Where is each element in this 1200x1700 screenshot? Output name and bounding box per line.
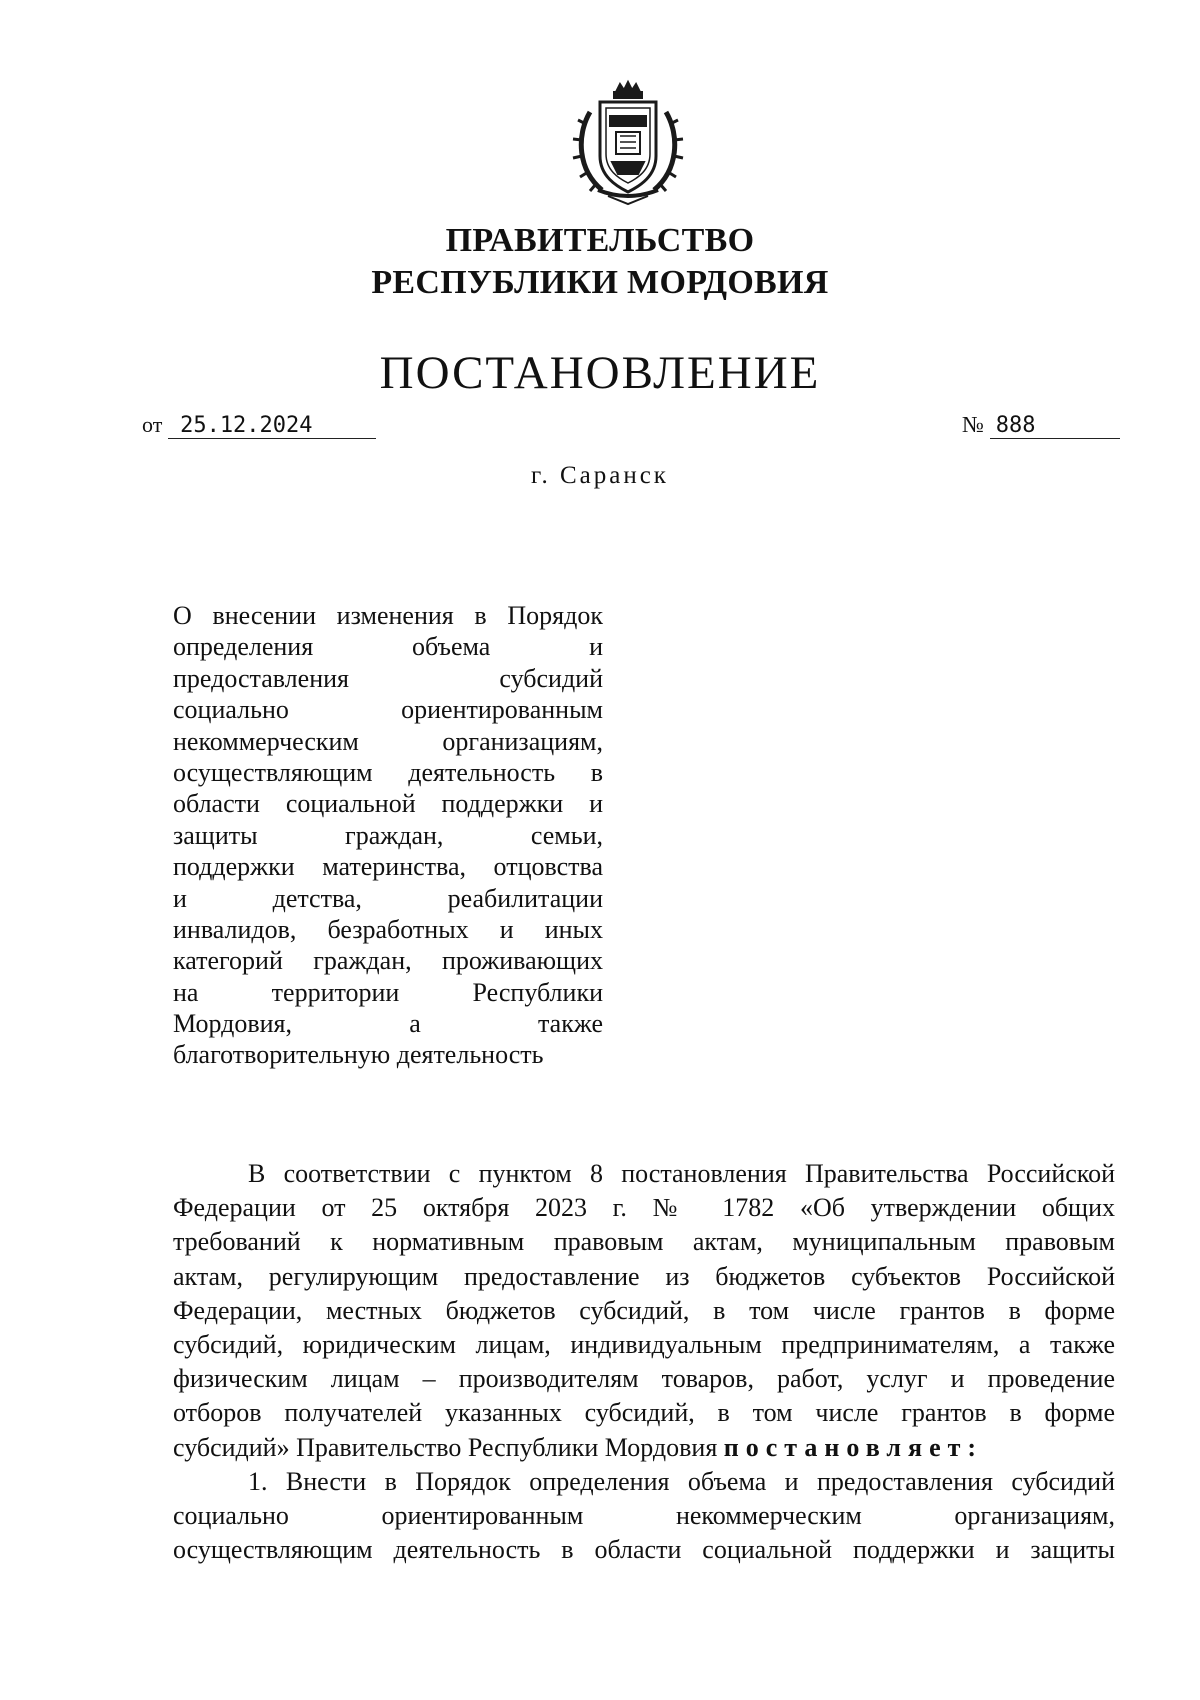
document-date: 25.12.2024 (168, 414, 376, 439)
number-prefix: № (962, 412, 984, 437)
number-field (962, 412, 1120, 439)
document-title (173, 600, 603, 1071)
title-line: определения объема и (173, 632, 603, 662)
date-prefix: от (142, 412, 163, 437)
title-line: поддержки материнства, отцовства (173, 852, 603, 882)
title-line: Мордовия, а также (173, 1009, 603, 1039)
body-line: требований к нормативным правовым актам, муниципальным правовым (173, 1227, 1115, 1257)
title-line: предоставления субсидий (173, 663, 603, 693)
title-line: О внесении изменения в Порядок (173, 601, 603, 630)
document-number: 888 (990, 414, 1120, 439)
title-line: инвалидов, безработных и иных (173, 914, 603, 944)
resolution-keyword: постановляет: (723, 1432, 984, 1462)
document-body (173, 1157, 1115, 1567)
organization-name-line1: ПРАВИТЕЛЬСТВО (445, 222, 755, 259)
body-line: Федерации, местных бюджетов субсидий, в том числе грантов в форме (173, 1295, 1115, 1325)
body-line-lead: субсидий» Правительство Республики Мордовия (173, 1432, 718, 1462)
title-line: социально ориентированным (173, 695, 603, 725)
title-line: на территории Республики (173, 977, 603, 1007)
body-line: субсидий, юридическим лицам, индивидуальным предпринимателям, а также (173, 1329, 1115, 1359)
title-line: защиты граждан, семьи, (173, 820, 603, 850)
body-line: отборов получателей указанных субсидий, в том числе грантов в форме (173, 1398, 1115, 1428)
city: г. Саранск (531, 462, 669, 489)
coat-of-arms-emblem (568, 78, 688, 206)
body-line: В соответствии с пунктом 8 постановления Правительства Российской (248, 1159, 1115, 1188)
body-line: социально ориентированным некоммерческим организациям, (173, 1500, 1115, 1530)
body-line-final (173, 1431, 1115, 1465)
body-line: Федерации от 25 октября 2023 г. № 1782 «Об утверждении общих (173, 1193, 1115, 1223)
date-field (142, 412, 376, 439)
title-line: благотворительную деятельность (173, 1040, 544, 1070)
organization-name-line2: РЕСПУБЛИКИ МОРДОВИЯ (371, 264, 829, 301)
body-line: актам, регулирующим предоставление из бюджетов субъектов Российской (173, 1261, 1115, 1291)
title-line: категорий граждан, проживающих (173, 946, 603, 976)
document-type: ПОСТАНОВЛЕНИЕ (379, 347, 821, 399)
body-line: осуществляющим деятельность в области социальной поддержки и защиты (173, 1535, 1115, 1565)
title-line: осуществляющим деятельность в (173, 757, 603, 787)
title-line: и детства, реабилитации (173, 883, 603, 913)
title-line: некоммерческим организациям, (173, 726, 603, 756)
title-line: области социальной поддержки и (173, 789, 603, 819)
body-line: 1. Внести в Порядок определения объема и предоставления субсидий (248, 1466, 1115, 1496)
body-line: физическим лицам – производителям товаров, работ, услуг и проведение (173, 1364, 1115, 1394)
